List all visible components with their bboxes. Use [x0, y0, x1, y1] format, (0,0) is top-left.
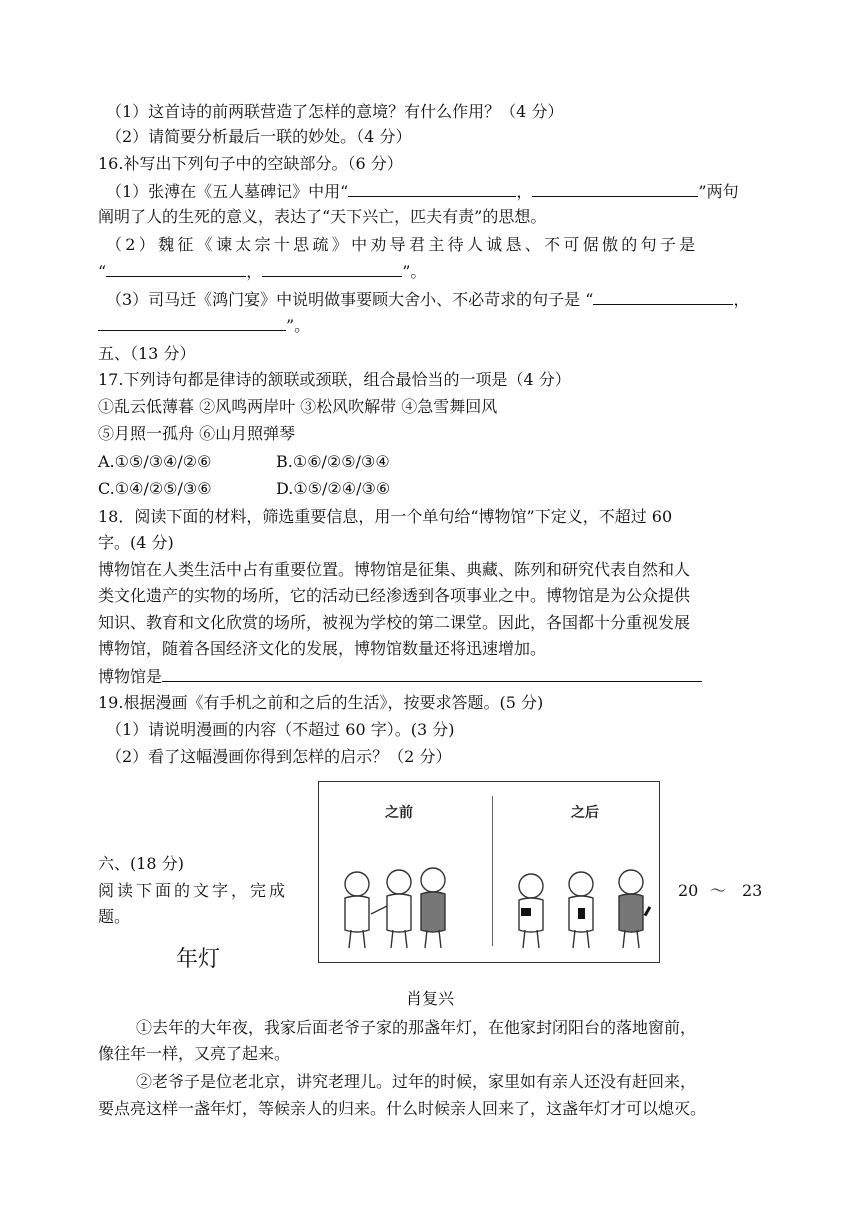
q19-sub1: （1）请说明漫画的内容（不超过 60 字）。(3 分) [106, 720, 455, 739]
essay-para-2-cont: 要点亮这样一盏年灯，等候亲人的归来。什么时候亲人回来了，这盏年灯才可以熄灭。 [98, 1099, 707, 1118]
comic-before-after-phones [318, 781, 660, 963]
q17-choice-c: C.①④/②⑤/③⑥ [98, 479, 212, 498]
sec5-title: 五、（13 分） [98, 344, 196, 363]
q16-s1-blank-1[interactable] [348, 180, 516, 197]
q16-s2-open-quote: “ [98, 262, 107, 281]
q17-choice-a: A.①⑤/③④/②⑥ [98, 452, 212, 471]
comic-figures-icon [319, 782, 659, 962]
q16-s3-end: ”。 [286, 316, 311, 335]
q16-s2-comma: ， [246, 262, 263, 281]
essay-para-2: ②老爷子是位老北京，讲究老理儿。过年的时候，家里如有亲人还没有赶回来， [136, 1072, 697, 1091]
sec6-range-start: 20 [678, 881, 699, 900]
q16-title: 16.补写出下列句子中的空缺部分。（6 分） [98, 154, 403, 173]
q16-s1 [106, 180, 739, 203]
q16-s3-comma: ， [733, 290, 750, 309]
q16-s2-blanks [98, 260, 426, 283]
sec6-range-separator: ～ [710, 881, 727, 900]
essay-author: 肖复兴 [405, 989, 454, 1008]
q18-answer-blank[interactable] [162, 665, 702, 682]
q16-s1-blank-2[interactable] [532, 180, 698, 197]
q16-s1-comma: ， [516, 182, 533, 201]
essay-title: 年灯 [176, 947, 221, 972]
q18-title: 18．阅读下面的材料，筛选重要信息，用一个单句给“博物馆”下定义，不超过 60 [98, 507, 673, 526]
q16-s2-end: ”。 [402, 262, 427, 281]
q16-s1-cont: 阐明了人的生死的意义，表达了“天下兴亡，匹夫有责”的思想。 [98, 207, 547, 226]
q18-title-cont: 字。(4 分) [98, 533, 174, 552]
q19-sub2: （2）看了这幅漫画你得到怎样的启示？（2 分） [106, 747, 452, 766]
q15-sub1: （1）这首诗的前两联营造了怎样的意境？有什么作用？（4 分） [106, 102, 564, 121]
q18-answer-line [98, 665, 702, 688]
essay-para-1: ①去年的大年夜，我家后面老爷子家的那盏年灯，在他家封闭阳台的落地窗前， [136, 1018, 697, 1037]
q16-s3-cont [98, 314, 310, 337]
sec6-range-end: 23 [742, 881, 763, 900]
q16-s1-suffix: ”两句 [698, 182, 739, 201]
q16-s3 [106, 288, 749, 311]
comic-before-label: 之前 [385, 805, 413, 821]
q16-s3-blank-1[interactable] [593, 288, 733, 305]
essay-para-1-cont: 像往年一样，又亮了起来。 [98, 1044, 291, 1063]
q15-sub2: （2）请简要分析最后一联的妙处。（4 分） [106, 127, 412, 146]
q16-s2-blank-1[interactable] [106, 260, 246, 277]
q17-title: 17.下列诗句都是律诗的颔联或颈联，组合最恰当的一项是（4 分） [98, 370, 571, 389]
q18-material-line-1: 博物馆在人类生活中占有重要位置。博物馆是征集、典藏、陈列和研究代表自然和人 [98, 560, 691, 579]
q16-s3-prefix: （3）司马迁《鸿门宴》中说明做事要顾大舍小、不必苛求的句子是 “ [106, 290, 594, 309]
q18-material-line-4: 博物馆，随着各国经济文化的发展，博物馆数量还将迅速增加。 [98, 639, 547, 658]
q18-answer-prefix: 博物馆是 [98, 667, 163, 686]
q17-choice-b: B.①⑥/②⑤/③④ [276, 452, 390, 471]
q16-s1-prefix: （1）张溥在《五人墓碑记》中用“ [106, 182, 349, 201]
q18-material-line-3: 知识、教育和文化欣赏的场所，被视为学校的第二课堂。因此，各国都十分重视发展 [98, 613, 691, 632]
q18-material-line-2: 类文化遗产的实物的场所，它的活动已经渗透到各项事业之中。博物馆是为公众提供 [98, 586, 691, 605]
q16-s2: （2）魏征《谏太宗十思疏》中劝导君主待人诚恳、不可倨傲的句子是 [106, 235, 699, 254]
sec6-intro-cont: 题。 [98, 907, 131, 926]
sec6-title: 六、(18 分) [98, 854, 184, 873]
q16-s3-blank-2[interactable] [98, 314, 286, 331]
q17-options-row-2: ⑤月照一孤舟 ⑥山月照弹琴 [98, 424, 296, 443]
comic-after-label: 之后 [571, 805, 599, 821]
q17-options-row-1: ①乱云低薄暮 ②风鸣两岸叶 ③松风吹解带 ④急雪舞回风 [98, 397, 498, 416]
q17-choice-d: D.①⑤/②④/③⑥ [276, 479, 391, 498]
q19-title: 19.根据漫画《有手机之前和之后的生活》，按要求答题。(5 分) [98, 693, 544, 712]
sec6-intro: 阅读下面的文字，完成 [98, 881, 289, 900]
q16-s2-blank-2[interactable] [262, 260, 402, 277]
